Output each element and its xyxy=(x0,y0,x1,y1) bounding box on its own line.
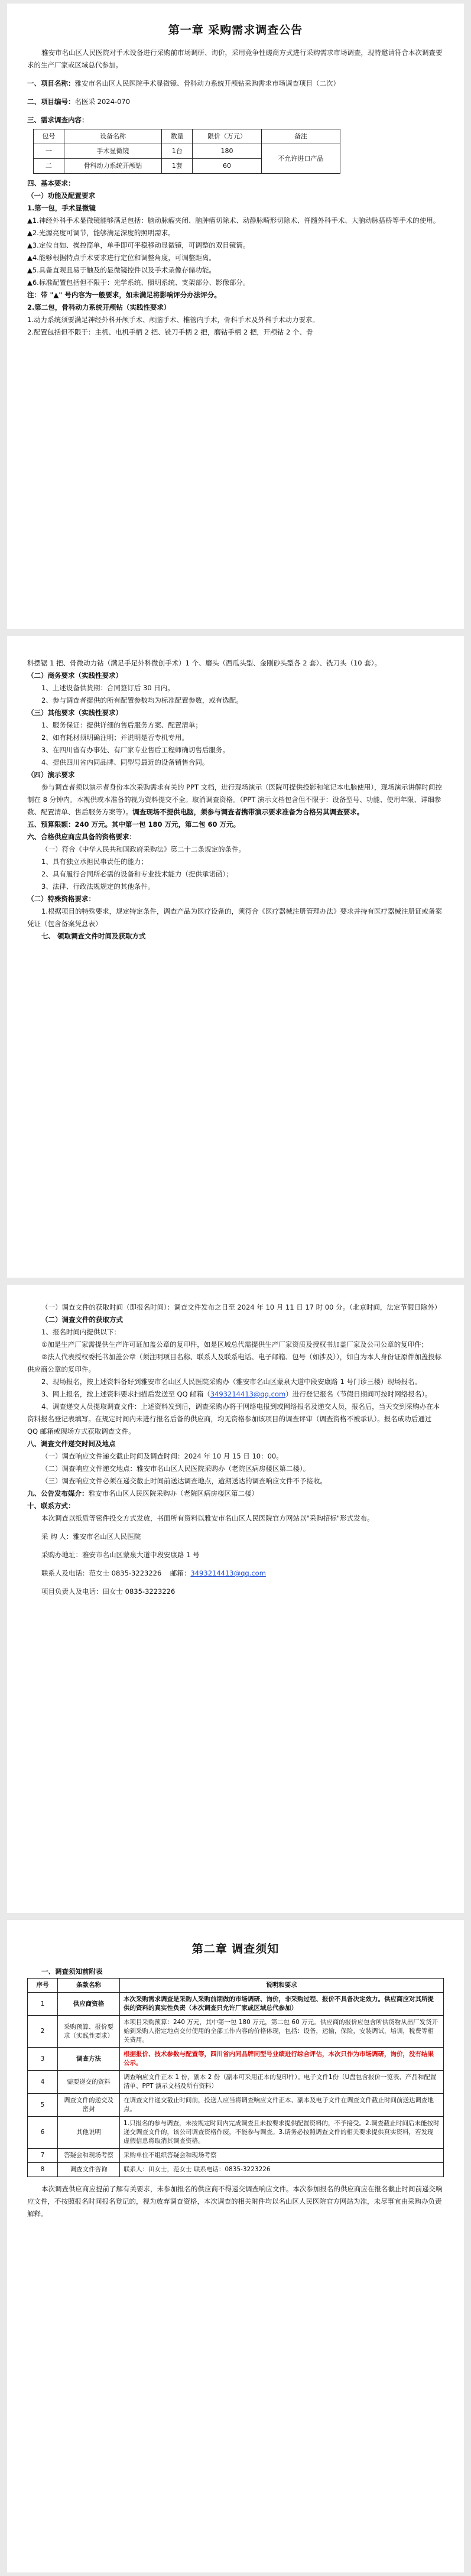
buyer: 雅安市名山区人民医院 xyxy=(73,1532,141,1541)
package-1-label: 1.第一包，手术显微镜 xyxy=(27,204,96,212)
intro-paragraph: 雅安市名山区人民医院对手术设备进行采购前市场调研、询价，采用竞争性磋商方式进行采购需求市场调查，现特邀请符合本次调查要求的生产厂家或区域总代参加。 xyxy=(27,48,443,69)
list-item: ▲6.标准配置包括但不限于：光学系统、照明系统、支架部分、影像部分。 xyxy=(27,278,250,287)
section-heading: 九、公告发布媒介： xyxy=(27,1489,89,1497)
manager-label: 项目负责人及电话： xyxy=(41,1587,103,1596)
email-label: 邮箱： xyxy=(170,1569,191,1577)
project-name: 雅安市名山区人民医院手术显微镜、骨科动力系统开颅钻采购需求市场调查项目（二次） xyxy=(74,79,340,87)
table-header: 备注 xyxy=(261,129,340,144)
table-row: 4 需要递交的资料 调查响应文件正本 1 份，副本 2 份（副本可采用正本的复印件）。电子文件1份（U盘包含报价一览表、产品和配置清单、PPT 演示文档及所有资料） xyxy=(28,2071,444,2094)
list-item: 1、上述设备供货期：合同签订后 30 日内。 xyxy=(41,684,174,692)
paragraph: 1、报名时间内提供以下： xyxy=(41,1328,121,1336)
table-row: 8 调查文件咨询 联系人：田女士，范女士 联系电话：0835-3223226 xyxy=(28,2163,444,2177)
email-link[interactable]: 3493214413@qq.com xyxy=(210,1390,286,1398)
demo-label: （四）演示要求 xyxy=(27,771,75,779)
requirement-table xyxy=(27,1978,444,2177)
list-item: （一）调查响应文件递交截止时间及调查时间：2024 年 10 月 15 日 10：00。 xyxy=(41,1452,283,1460)
package-2-label: 2.第二包，骨科动力系统开颅钻（实践性要求） xyxy=(27,303,171,311)
table-header: 条款名称 xyxy=(58,1979,120,1993)
list-item: ▲4.能够根据特点手术要求进行定位和调整角度，可调整距离。 xyxy=(27,254,216,262)
table-row: 5 调查文件的递交及密封 在调查文件递交截止时间前，投送人应当将调查响应文件正本、副本及电子文件在调查文件截止时间前送达调查地点。 xyxy=(28,2094,444,2117)
paragraph: 参与调查者须以演示者身份本次采购需求有关的 PPT 文档，进行现场演示（医院可提供投影和笔记本电脑使用），现场演示讲解时间控制在 8 分钟内。本视供或本准备的视为资料提交不全。取消调查资格。（PPT 演示文档包含但不限于：设备型号、功能、使用年限、详细参数、配置清单、售后服务方案等）。调查现场不提供电脑，须参与调查者携带演示要求准备为合格另其调查要求。 xyxy=(27,783,442,816)
paragraph: ②法人代表授权委托书加盖公章（须注明项目名称、联系人及联系电话、电子邮箱、包号（如涉及）），如自为本人身份证原件加盖投标供应商公章的复印件。 xyxy=(27,1353,442,1373)
list-item: ▲5.具备直观且易于触及的显微镜控件以及手术录像存储功能。 xyxy=(27,266,216,274)
func-label: （一）功能及配置要求 xyxy=(27,191,95,200)
table-header: 包号 xyxy=(34,129,64,144)
list-item: 2、参与调查者提供的所有配置参数均为标准配置参数，或有选配。 xyxy=(41,696,243,704)
document-page-4 xyxy=(7,1920,464,2572)
table-header: 说明和要求 xyxy=(120,1979,444,1993)
project-no: 名医采 2024-070 xyxy=(74,98,131,106)
paragraph: 2、现场报名，按上述资料备好到雅安市名山区人民医院采购办（雅安市名山区蒙泉大道中段安康路 1 号门诊三楼）现场报名。 xyxy=(41,1378,421,1386)
special-label: （二）特殊资格要求： xyxy=(27,895,95,903)
section-heading: 八、调查文件递交时间及地点 xyxy=(27,1440,116,1448)
list-item: ▲3.定位自如、操控简单，单手即可平稳移动显微镜，可调整的双目镜筒。 xyxy=(27,241,250,249)
list-item: （三）调查响应文件必须在递交截止时间前送达调查地点，逾期送达的调查响应文件不予接收。 xyxy=(41,1477,327,1485)
manager: 田女士 0835-3223226 xyxy=(102,1587,176,1596)
note: 注：带 "▲" 号内容为一般要求，如未满足将影响评分办法评分。 xyxy=(27,291,221,299)
footer-paragraph: 本次调查供应商应提前了解有关要求，未参加报名的供应商不得递交调查响应文件。本次参加报名的供应商应在报名截止时间前递交响应文件，不按照报名时间报名登记的，视为放弃调查资格，本次调查的相关附件均以名山区人民医院官方网站为准，未尽事宜由采购办负责解释。 xyxy=(27,2185,443,2218)
document-page-2 xyxy=(7,636,464,1278)
buyer-label: 采 购 人： xyxy=(41,1532,73,1541)
table-header: 数量 xyxy=(162,129,193,144)
demo-emphasis: 调查现场不提供电脑，须参与调查者携带演示要求准备为合格另其调查要求。 xyxy=(132,808,364,816)
document-page-1 xyxy=(7,4,464,629)
budget-label: 五、预算限额： xyxy=(27,820,75,829)
table-header: 序号 xyxy=(28,1979,58,1993)
contact: 范女士 0835-3223226 xyxy=(89,1569,162,1577)
paragraph: 1.根据项目的特殊要求，规定特定条件，调查产品为医疗设备的，须符合《医疗器械注册管理办法》要求并持有医疗器械注册证或备案凭证（包含备案凭息表） xyxy=(27,907,442,928)
basic-label: 四、基本要求： xyxy=(27,179,75,187)
chapter-title: 第二章 调查须知 xyxy=(191,1942,280,1955)
table-row xyxy=(28,1979,444,1993)
email-link[interactable]: 3493214413@qq.com xyxy=(190,1569,266,1577)
list-item: 1、具有独立承担民事责任的能力； xyxy=(41,857,148,866)
table-row: 3 调查方法 根据报价、技术参数与配置等，四川省内同品牌同型号业绩进行综合评估，本次只作为市场调研，询价，没有结果公示。 xyxy=(28,2048,444,2071)
list-item: 2.配置包括但不限于：主机、电机手柄 2 把、铣刀手柄 2 把，磨钻手柄 2 把，开颅钻 2 个、骨 xyxy=(27,328,313,336)
section-heading: 一、调查须知前附表 xyxy=(41,1967,103,1976)
paragraph: （一）符合《中华人民共和国政府采购法》第二十二条规定的条件。 xyxy=(41,845,245,853)
paragraph: 本次调查以纸质等密件投交方式发放，书面所有资料以雅安市名山区人民医院官方网站以"采购招标"形式发布。 xyxy=(41,1514,374,1522)
table-row: 7 答疑会和现场考察 采购单位不组织答疑会和现场考察 xyxy=(28,2149,444,2163)
service-label: （二）商务要求（实践性要求） xyxy=(27,671,122,680)
list-item: 3、法律、行政法规规定的其他条件。 xyxy=(41,882,155,891)
table-row: 一 手术显微镜 1台 180 不允许进口产品 xyxy=(34,144,340,159)
project-no-label: 二、项目编号： xyxy=(27,98,75,106)
list-item: 1.动力系统须要满足神经外科开颅手术、颅脑手术、椎管内手术，骨科手术及外科手术动力要求。 xyxy=(27,316,319,324)
other-label: （三）其他要求（实践性要求） xyxy=(27,709,122,717)
list-item: （二）调查响应文件递交地点：雅安市名山区人民医院采购办（老院区病房楼区第二楼）。 xyxy=(41,1464,310,1473)
list-item: ▲1.神经外科手术显微镜能够满足包括：脑动脉瘤夹闭、脑肿瘤切除术、动静脉畸形切除术、脊髓外科手术、大脑动脉搭桥等手术的使用。 xyxy=(27,216,440,225)
table-row: 1 供应商资格 本次采购需求调查是采购人采购前期做的市场调研、询价，非采购过程、报价不具备决定效力。供应商应对其所提供的资料的真实性负责（本次调查只允许厂家或区域总代参加） xyxy=(28,1993,444,2016)
budget: 240 万元。其中第一包 180 万元，第二包 60 万元。 xyxy=(74,820,241,829)
section-heading: 十、联系方式： xyxy=(27,1502,75,1510)
list-item: 3、在四川省有办事处、有厂家专业售后工程师确切售后服务。 xyxy=(41,746,229,754)
project-name-label: 一、项目名称： xyxy=(27,79,75,87)
table-header: 限价（万元） xyxy=(193,129,262,144)
table-row: 6 其他说明 1.只报名的参与调查，未按规定时间内完成调查且未按要求提供配置资料的，不予接受。2.调查截止时间后未能按时递交调查文件的，该公司调查资格作废，不能参与调查。3.请务必按照调查文件的相关要求提供真实资料，若发现虚假信息将取消其调查资格。 xyxy=(28,2117,444,2149)
paragraph: 科摆锯 1 把、骨微动力钻（满足手足外科微创手术）1 个、磨头（西瓜头型、金刚砂头型各 2 套）、铣刀头（10 套）。 xyxy=(27,659,382,667)
qualification-label: 六、合格供应商应具备的资格要求： xyxy=(27,833,136,841)
document-page-3: （一）调查文件的获取时间（即报名时间）：调查文件发布之日至 2024 年 10 月 11 日 17 时 00 分。（北京时间，法定节假日除外） （二）调查文件的获取方式 1、报名时间内提供以下： ①加是生产厂家需提供生产许可证加盖公章的复印件，如是区域总代需提供生产厂家资质及授权书加盖厂家及公司公章的复印件； ②法人代表授权委托书加盖公章（须注明项目名称、联系人及联系电话、电子邮箱、包号（如涉及）），如自为本人身份证原件加盖投标供应商公章的复印件。 2、现场报名，按上述资料备好到雅安市名山区人民医院采购办（雅安市名山区蒙泉大道中段安康路 1 号门诊三楼）现场报名。 3、网上报名，按上述资料要求扫描后发送至 QQ 邮箱（3493214413@qq.com）进行登记报名（节假日期间可按时网络报名）。 4、调查递交人员提取调查文件：上述资料发到后，调查采购办将于网络电报到或网络报名及递交人员，报名后，当天交到采购办在本资料报名登记表填写。在规定时间内未进行报名后备的供应商，均无资格参加该项目的调查评审（调查资格不被承认）。报名成功后通过 QQ 邮箱或现场方式获取调查文件。 八、调查文件递交时间及地点 （一）调查响应文件递交截止时间及调查时间：2024 年 10 月 15 日 10：00。 （二）调查响应文件递交地点：雅安市名山区人民医院采购办（老院区病房楼区第二楼）。 （三）调查响应文件必须在递交截止时间前送达调查地点，逾期送达的调查响应文件不予接收。 九、公告发布媒介：雅安市名山区人民医院采购办（老院区病房楼区第二楼） 十、联系方式： 本次调查以纸质等密件投交方式发放，书面所有资料以雅安市名山区人民医院官方网站以"采购招标"形式发布。 采 购 人：雅安市名山区人民医院 采购办地址：雅安市名山区蒙泉大道中段安康路 1 号 联系人及电话：范女士 0835-3223226 邮箱：3493214413@qq.com 项目负责人及电话：田女士 0835-3223226 xyxy=(7,1285,464,1913)
list-item: 1、服务保证：提供详细的售后服务方案、配置清单； xyxy=(41,721,202,729)
contact-label: 联系人及电话： xyxy=(41,1569,89,1577)
chapter-title: 第一章 采购需求调查公告 xyxy=(168,24,303,37)
table-header: 设备名称 xyxy=(64,129,162,144)
address-label: 采购办地址： xyxy=(41,1551,82,1559)
address: 雅安市名山区蒙泉大道中段安康路 1 号 xyxy=(82,1551,200,1559)
list-item: 2、具有履行合同所必需的设备和专业技术能力（提供承诺函）； xyxy=(41,870,233,878)
paragraph: （一）调查文件的获取时间（即报名时间）：调查文件发布之日至 2024 年 10 月 11 日 17 时 00 分。（北京时间，法定节假日除外） xyxy=(41,1303,441,1311)
list-item: ▲2.光源亮度可调节，能够满足深度的照明需求。 xyxy=(27,229,175,237)
list-item: 2、如有耗材须明确注明；并说明是否专机专用。 xyxy=(41,733,189,742)
paragraph: 3、网上报名，按上述资料要求扫描后发送至 QQ 邮箱（3493214413@qq.com）进行登记报名（节假日期间可按时网络报名）。 xyxy=(41,1390,432,1398)
requirement-table xyxy=(33,129,340,174)
method-label: （二）调查文件的获取方式 xyxy=(41,1315,123,1324)
requirement-label: 三、需求调查内容： xyxy=(27,116,89,124)
paragraph: 4、调查递交人员提取调查文件：上述资料发到后，调查采购办将于网络电报到或网络报名及递交人员，报名后，当天交到采购办在本资料报名登记表填写。在规定时间内未进行报名后备的供应商，均无资格参加该项目的调查评审（调查资格不被承认）。报名成功后通过 QQ 邮箱或现场方式获取调查文件。 xyxy=(27,1402,440,1435)
remark-cell: 不允许进口产品 xyxy=(261,144,340,174)
section-heading: 七、 领取调查文件时间及获取方式 xyxy=(41,932,146,940)
paragraph: ①加是生产厂家需提供生产许可证加盖公章的复印件，如是区域总代需提供生产厂家资质及授权书加盖厂家及公司公章的复印件； xyxy=(41,1340,428,1349)
list-item: 4、提供四川省内同品牌、同型号最近的设备销售合同。 xyxy=(41,758,209,766)
table-row: 2 采购预算、报价要求（实践性要求） 本项目采购预算：240 万元，其中第一包 180 万元，第二包 60 万元。供应商的报价应包含所供货物从出厂发货开始到采购人指定地点交付使用的全部工作内容的价格体现，包括：设备，运输，保险，安装调试，培训，税费等相关费用。 xyxy=(28,2016,444,2048)
table-row: 二 骨科动力系统开颅钻 1套 60 xyxy=(34,159,340,174)
